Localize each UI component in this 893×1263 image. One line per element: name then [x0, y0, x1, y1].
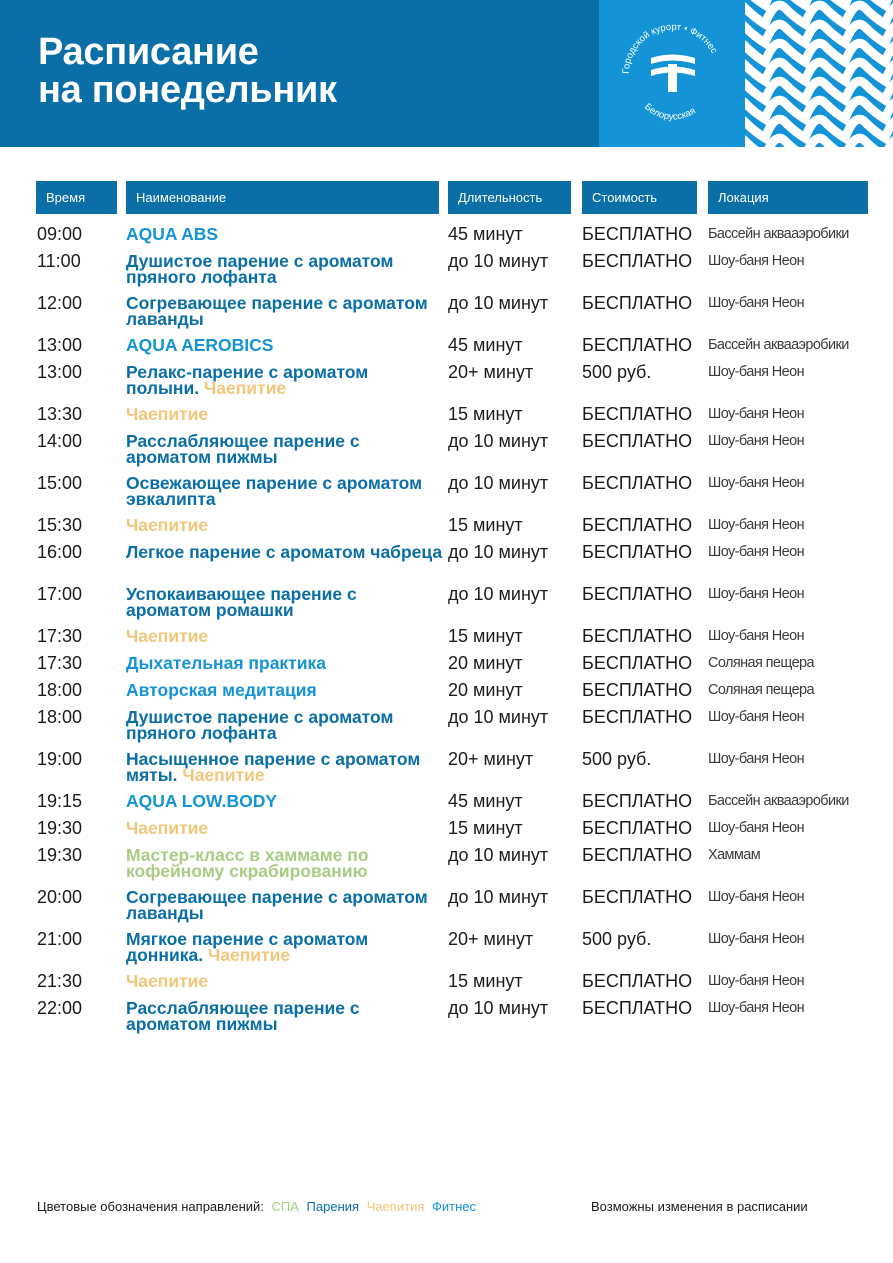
row-duration: 15 минут — [448, 971, 523, 991]
row-location: Бассейн аквааэробики — [708, 793, 849, 809]
row-time: 19:30 — [37, 818, 83, 838]
row-duration: 45 минут — [448, 335, 523, 355]
row-time: 18:00 — [37, 680, 83, 700]
row-duration: 20 минут — [448, 653, 523, 673]
row-location: Шоу-баня Неон — [708, 889, 805, 905]
row-name — [126, 790, 444, 810]
row-price: БЕСПЛАТНО — [582, 473, 693, 493]
row-price: БЕСПЛАТНО — [582, 998, 693, 1018]
row-name-text: Мягкое парение с ароматом донника. — [126, 929, 369, 965]
row-name-text: Чаепитие — [126, 404, 209, 424]
row-name — [126, 472, 444, 507]
wave-pattern-icon — [745, 0, 893, 147]
row-time: 17:00 — [37, 584, 83, 604]
row-name-text: Освежающее парение с ароматом эвкалипта — [126, 473, 423, 509]
row-location: Бассейн аквааэробики — [708, 226, 849, 242]
row-price: БЕСПЛАТНО — [582, 707, 693, 727]
logo-text-bottom: Белорусская — [642, 101, 698, 123]
row-name — [126, 334, 444, 354]
row-duration: до 10 минут — [448, 998, 549, 1018]
row-name-text: Дыхательная практика — [126, 653, 327, 673]
row-name — [126, 514, 444, 534]
row-name-text: Расслабляющее парение с ароматом пижмы — [126, 998, 360, 1034]
row-name-text: Мастер-класс в хаммаме по кофейному скрабированию — [126, 845, 369, 881]
row-price: БЕСПЛАТНО — [582, 224, 693, 244]
legend-label: Цветовые обозначения направлений: — [37, 1199, 264, 1214]
row-price: БЕСПЛАТНО — [582, 845, 693, 865]
brand-logo — [599, 0, 745, 147]
row-time: 15:30 — [37, 515, 83, 535]
table-header — [0, 181, 893, 214]
row-time: 09:00 — [37, 224, 83, 244]
row-duration: до 10 минут — [448, 293, 549, 313]
color-legend — [37, 1199, 476, 1214]
row-duration: 45 минут — [448, 224, 523, 244]
row-price: БЕСПЛАТНО — [582, 584, 693, 604]
row-name-text: AQUA ABS — [126, 224, 219, 244]
row-price: БЕСПЛАТНО — [582, 515, 693, 535]
legend-tea: Чаепития — [366, 1199, 425, 1214]
row-location: Хаммам — [708, 847, 761, 863]
row-time: 21:00 — [37, 929, 83, 949]
row-price: БЕСПЛАТНО — [582, 887, 693, 907]
row-name-text: Насыщенное парение с ароматом мяты. — [126, 749, 421, 785]
row-price: БЕСПЛАТНО — [582, 653, 693, 673]
title-line-1: Расписание — [38, 31, 259, 73]
row-time: 13:30 — [37, 404, 83, 424]
row-price: БЕСПЛАТНО — [582, 971, 693, 991]
row-location: Шоу-баня Неон — [708, 433, 805, 449]
row-duration: до 10 минут — [448, 431, 549, 451]
row-location: Шоу-баня Неон — [708, 1000, 805, 1016]
row-location: Шоу-баня Неон — [708, 586, 805, 602]
row-time: 21:30 — [37, 971, 83, 991]
title-line-2: на понедельник — [38, 69, 337, 111]
row-location: Шоу-баня Неон — [708, 931, 805, 947]
column-header-time: Время — [36, 181, 117, 214]
row-location: Шоу-баня Неон — [708, 544, 805, 560]
row-name-text: AQUA LOW.BODY — [126, 791, 278, 811]
row-price: 500 руб. — [582, 362, 652, 382]
logo-text-top: Городской курорт • Фитнес — [620, 21, 720, 75]
row-price: БЕСПЛАТНО — [582, 404, 693, 424]
row-name — [126, 430, 444, 465]
row-name-text: Легкое парение с ароматом чабреца — [126, 542, 443, 562]
row-name-text: Релакс-парение с ароматом полыни. — [126, 362, 369, 398]
row-name — [126, 970, 444, 990]
row-time: 20:00 — [37, 887, 83, 907]
row-duration: 15 минут — [448, 626, 523, 646]
row-name — [126, 844, 444, 879]
header-banner — [0, 0, 893, 147]
row-time: 22:00 — [37, 998, 83, 1018]
row-name — [126, 748, 444, 783]
column-header-duration: Длительность — [448, 181, 571, 214]
row-location: Шоу-баня Неон — [708, 628, 805, 644]
row-price: 500 руб. — [582, 929, 652, 949]
row-location: Шоу-баня Неон — [708, 973, 805, 989]
row-duration: 20 минут — [448, 680, 523, 700]
row-duration: 20+ минут — [448, 929, 534, 949]
row-time: 11:00 — [37, 251, 81, 271]
row-time: 16:00 — [37, 542, 83, 562]
row-time: 12:00 — [37, 293, 83, 313]
column-header-price: Стоимость — [582, 181, 697, 214]
row-name — [126, 361, 444, 396]
row-time: 13:00 — [37, 335, 83, 355]
row-name — [126, 541, 444, 561]
row-location: Шоу-баня Неон — [708, 820, 805, 836]
row-time: 14:00 — [37, 431, 83, 451]
legend-fitness: Фитнес — [432, 1199, 477, 1214]
row-price: БЕСПЛАТНО — [582, 626, 693, 646]
row-time: 17:30 — [37, 653, 83, 673]
row-time: 18:00 — [37, 707, 83, 727]
row-time: 19:15 — [37, 791, 83, 811]
row-name-text: Авторская медитация — [126, 680, 317, 700]
svg-text:Белорусская — [642, 101, 697, 122]
legend-steam: Парения — [306, 1199, 360, 1214]
row-price: БЕСПЛАТНО — [582, 791, 693, 811]
schedule-change-note: Возможны изменения в расписании — [591, 1199, 808, 1214]
row-name — [126, 817, 444, 837]
row-duration: до 10 минут — [448, 473, 549, 493]
row-price: БЕСПЛАТНО — [582, 293, 693, 313]
row-name — [126, 679, 444, 699]
row-duration: до 10 минут — [448, 845, 549, 865]
row-name-text: Расслабляющее парение с ароматом пижмы — [126, 431, 360, 467]
wave-pattern — [745, 0, 893, 147]
row-name — [126, 652, 444, 672]
row-location: Шоу-баня Неон — [708, 364, 805, 380]
row-name — [126, 706, 444, 741]
row-duration: 15 минут — [448, 818, 523, 838]
row-name-text: Согревающее парение с ароматом лаванды — [126, 293, 428, 329]
column-header-location: Локация — [708, 181, 868, 214]
row-name-text: AQUA AEROBICS — [126, 335, 274, 355]
row-price: БЕСПЛАТНО — [582, 542, 693, 562]
row-name — [126, 583, 444, 618]
row-location: Соляная пещера — [708, 682, 814, 698]
row-duration: до 10 минут — [448, 584, 549, 604]
row-name-text: Чаепитие — [126, 818, 209, 838]
row-time: 19:00 — [37, 749, 83, 769]
row-location: Шоу-баня Неон — [708, 295, 805, 311]
row-time: 15:00 — [37, 473, 83, 493]
legend-spa: СПА — [271, 1199, 299, 1214]
row-price: БЕСПЛАТНО — [582, 431, 693, 451]
row-duration: 20+ минут — [448, 749, 534, 769]
column-header-name: Наименование — [126, 181, 439, 214]
row-price: БЕСПЛАТНО — [582, 680, 693, 700]
row-duration: 45 минут — [448, 791, 523, 811]
row-duration: 20+ минут — [448, 362, 534, 382]
row-duration: до 10 минут — [448, 542, 549, 562]
row-time: 19:30 — [37, 845, 83, 865]
row-duration: до 10 минут — [448, 707, 549, 727]
row-name — [126, 403, 444, 423]
row-location: Шоу-баня Неон — [708, 475, 805, 491]
row-time: 17:30 — [37, 626, 83, 646]
row-name — [126, 223, 444, 243]
logo-emblem-icon — [599, 0, 745, 147]
row-name-text: Успокаивающее парение с ароматом ромашки — [126, 584, 357, 620]
row-name-text: Чаепитие — [126, 626, 209, 646]
row-price: БЕСПЛАТНО — [582, 818, 693, 838]
row-name — [126, 625, 444, 645]
row-price: БЕСПЛАТНО — [582, 251, 693, 271]
row-name — [126, 292, 444, 327]
row-location: Бассейн аквааэробики — [708, 337, 849, 353]
row-name-text: Душистое парение с ароматом пряного лофанта — [126, 251, 394, 287]
row-location: Соляная пещера — [708, 655, 814, 671]
row-location: Шоу-баня Неон — [708, 406, 805, 422]
row-name — [126, 928, 444, 963]
row-name-extra: Чаепитие — [203, 377, 287, 398]
page-title — [38, 33, 337, 109]
row-name — [126, 250, 444, 285]
row-name-extra: Чаепитие — [182, 764, 265, 785]
row-location: Шоу-баня Неон — [708, 751, 805, 767]
row-name-text: Согревающее парение с ароматом лаванды — [126, 887, 428, 923]
row-duration: 15 минут — [448, 515, 523, 535]
row-price: 500 руб. — [582, 749, 652, 769]
row-name-text: Чаепитие — [126, 971, 209, 991]
row-duration: до 10 минут — [448, 251, 549, 271]
row-duration: 15 минут — [448, 404, 523, 424]
row-location: Шоу-баня Неон — [708, 709, 805, 725]
row-location: Шоу-баня Неон — [708, 253, 805, 269]
row-location: Шоу-баня Неон — [708, 517, 805, 533]
row-name-text: Душистое парение с ароматом пряного лофанта — [126, 707, 394, 743]
row-price: БЕСПЛАТНО — [582, 335, 693, 355]
row-name — [126, 886, 444, 921]
row-name-extra: Чаепитие — [207, 944, 291, 965]
row-name-text: Чаепитие — [126, 515, 209, 535]
row-name — [126, 997, 444, 1032]
row-time: 13:00 — [37, 362, 83, 382]
row-duration: до 10 минут — [448, 887, 549, 907]
